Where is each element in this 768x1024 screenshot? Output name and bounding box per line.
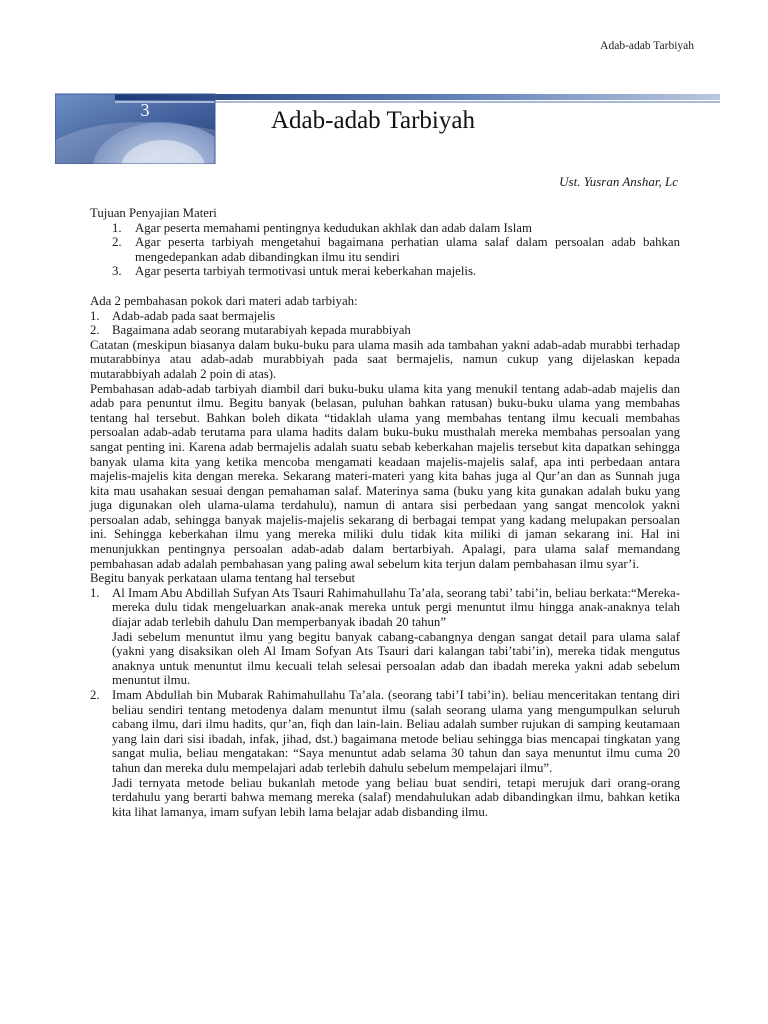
pembahasan-list [90,309,680,338]
list-number: 2. [90,323,100,338]
list-number: 1. [90,308,100,323]
list-number: 1. [112,220,122,235]
explanation-text: Jadi sebelum menuntut ilmu yang begitu banyak cabang-cabangnya dengan sangat detail para ulama salaf (yakni yang disaksikan oleh Al Imam Sofyan Ats Tsauri dari kalangan tabi’tabi’in), mereka tidak mengutus anaknya untuk menuntut ilmu kecuali telah selesai persoalan adab dan ibadah mereka yakni adab sebelum menuntut ilmu. [112,629,680,688]
chapter-banner [55,80,720,164]
list-item-text: Adab-adab pada saat bermajelis [112,308,276,323]
chapter-number: 3 [140,100,150,120]
quote-text: Al Imam Abu Abdillah Sufyan Ats Tsauri Rahimahullahu Ta’ala, seorang tabi’ tabi’in, beliau berkata:“Mereka-mereka dulu tidak mengeluarkan anak-anak mereka untuk pergi menuntut ilmu hingga anak-anaknya telah diajar adab terlebih dahulu Dan memperbanyak ibadah 20 tahun” [112,585,680,630]
pembahasan-intro: Ada 2 pembahasan pokok dari materi adab tarbiyah: [90,293,358,308]
list-item-text: Agar peserta tarbiyah mengetahui bagaimana perhatian ulama salaf dalam persoalan adab bahkan mengedepankan adab dibandingkan ilmu itu sendiri [135,235,680,264]
list-number: 2. [90,688,100,702]
perkataan-list [90,586,680,820]
pembahasan-paragraph: Pembahasan adab-adab tarbiyah diambil dari buku-buku ulama kita yang menukil tentang adab-adab majelis dan adab para penuntut ilmu. Begitu banyak (belasan, puluhan bahkan ratusan) buku-buku ulama yang membahas tentang hal tersebut. Bahkan boleh dikata “tidaklah ulama yang membahas tentang ilmu kecuali membahas persoalan adab-adab terutama para ulama hadits dalam buku-buku musthalah mereka membahas persoalan yang sangat penting ini. Karena adab bermajelis adalah suatu sebab keberkahan majelis tersebut kita dapatkan sehingga banyak ulama kita yang ketika mencoba mengamati keadaan majelis-majelis salaf, apa inti perbedaan antara majelis-majelis kita dengan mereka. Sekarang materi-materi yang kita bahas juga al Qur’an dan as Sunnah juga kita mau usahakan sesuai dengan pemahaman salaf. Materinya sama (buku yang kita gunakan adalah buku yang juga digunakan oleh ulama-ulama terdahulu), namun di antara sisi perbedaan yang sangat mencolok yakni persoalan adab, sehingga banyak majelis-majelis sekarang di berbagai tempat yang kadang melupakan persoalan ini. Sehingga keberkahan ilmu yang mereka miliki dulu tidak kita miliki di jaman sekarang ini. Hal ini menunjukkan pentingnya persoalan adab-adab dalam bertarbiyah. Apalagi, para ulama salaf memandang pembahasan adab adalah pembahasan yang paling awal sebelum kita terjun dalam pembahasan ilmu syar’i. [90,381,680,571]
tujuan-list [90,221,680,279]
list-item [90,586,680,688]
list-item-text: Bagaimana adab seorang mutarabiyah kepada murabbiyah [112,323,411,338]
list-number: 1. [90,585,100,600]
catatan-paragraph: Catatan (meskipun biasanya dalam buku-buku para ulama masih ada tambahan yakni adab-adab murabbi terhadap mutarabbinya atau adab-adab murabbiyah pada saat bermajelis, namun cukup yang dijelaskan kepada mutarabbiyah adalah 2 poin di atas). [90,337,680,381]
chapter-title: Adab-adab Tarbiyah [271,107,475,134]
perkataan-heading: Begitu banyak perkataan ulama tentang hal tersebut [90,571,356,586]
list-item [90,264,680,279]
list-item-text: Agar peserta memahami pentingnya kedudukan akhlak dan adab dalam Islam [135,220,532,235]
list-item [90,323,680,338]
document-body [90,206,680,819]
author-name: Ust. Yusran Anshar, Lc [559,174,678,189]
list-item [90,235,680,264]
list-item [90,688,680,819]
running-header: Adab-adab Tarbiyah [600,40,694,52]
list-number: 3. [112,264,122,279]
list-item [90,221,680,236]
quote-text: Imam Abdullah bin Mubarak Rahimahullahu Ta’ala. (seorang tabi’I tabi’in). beliau menceritakan tentang diri beliau sendiri tentang metodenya dalam menuntut ilmu (salah seorang ulama yang mengumpulkan seluruh cabang ilmu, dari ilmu hadits, qur’an, fiqh dan lain-lain. Beliau adalah sumber rujukan di samping keutamaan yang lain dari sisi ibadah, infak, jihad, dst.) bagaimana metode beliau sehingga bias mencapai tingkatan yang sangat mulia, beliau mengatakan: “Saya menuntut adab selama 30 tahun dan saya menuntut ilmu cuma 20 tahun dan mereka dulu mempelajari adab terlebih dahulu sebelum mempelajari ilmu”. [112,688,680,775]
list-number: 2. [112,235,122,250]
tujuan-heading: Tujuan Penyajian Materi [90,206,217,220]
explanation-text: Jadi ternyata metode beliau bukanlah metode yang beliau buat sendiri, tetapi merujuk dari orang-orang terdahulu yang berarti bahwa memang mereka (salaf) mendahulukan adab dibandingkan ilmu, bahkan ketika kita lihat lamanya, imam sufyan lebih lama belajar adab disbanding ilmu. [112,775,680,819]
list-item [90,309,680,324]
list-item-text: Agar peserta tarbiyah termotivasi untuk merai keberkahan majelis. [135,264,477,279]
